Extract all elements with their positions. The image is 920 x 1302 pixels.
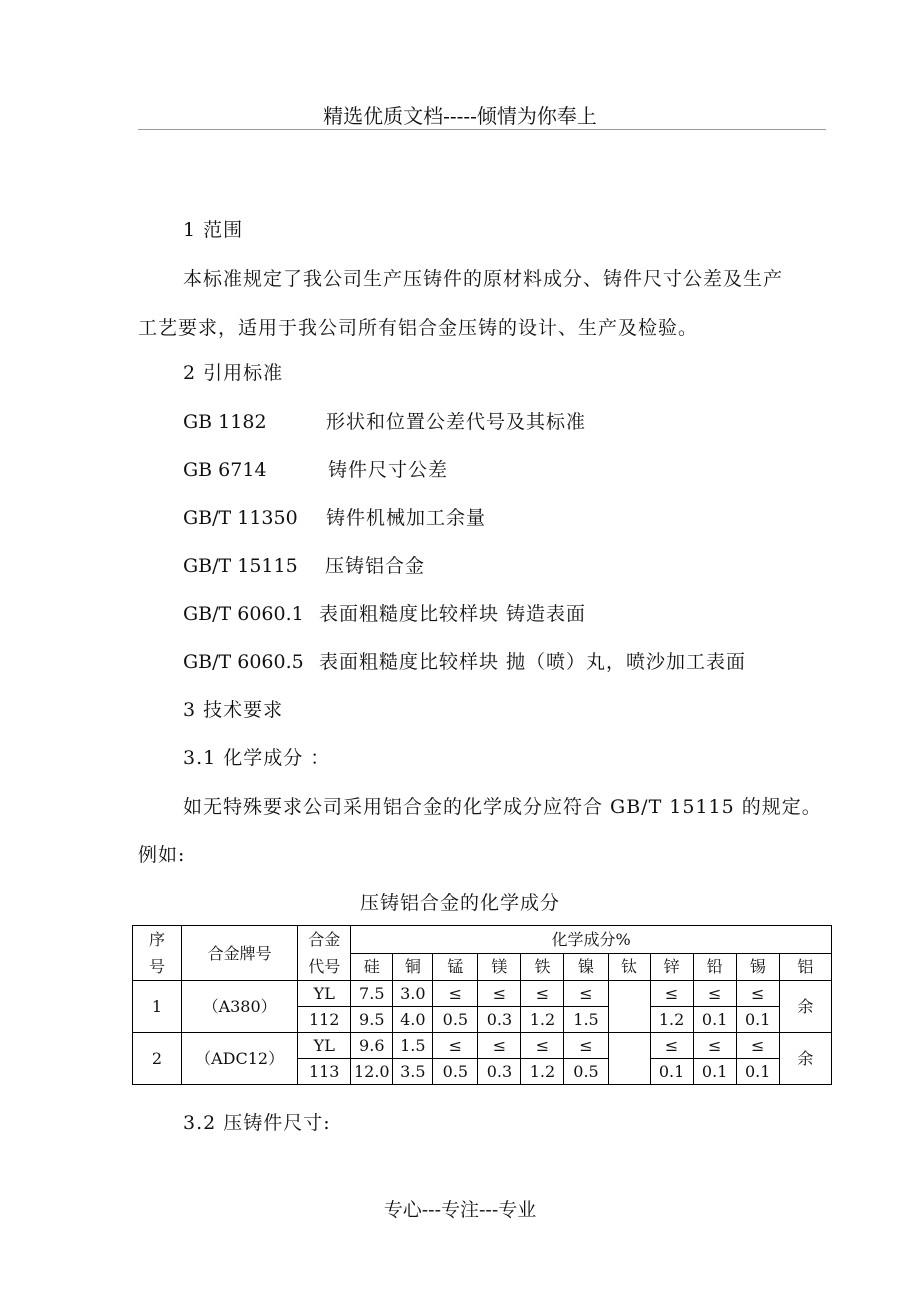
value-cell: 0.5 — [433, 1007, 478, 1033]
standard-title: 表面粗糙度比较样块 抛（喷）丸，喷沙加工表面 — [319, 651, 747, 673]
standard-title: 表面粗糙度比较样块 铸造表面 — [319, 603, 587, 625]
value-cell: 0.1 — [736, 1007, 779, 1033]
row-code-bottom: 113 — [298, 1059, 351, 1085]
section-3-1-title: 3.1 化学成分 ： — [183, 747, 331, 769]
section-1-title: 1 范围 — [183, 219, 244, 241]
value-cell: ≤ — [478, 981, 521, 1007]
section-3-title: 3 技术要求 — [183, 699, 284, 721]
section-3-1-paragraph-line-1: 如无特殊要求公司采用铝合金的化学成分应符合 GB/T 15115 的规定。 — [183, 796, 822, 818]
standard-item — [183, 503, 486, 530]
value-cell: ≤ — [736, 1033, 779, 1059]
value-cell: ≤ — [564, 1033, 608, 1059]
element-cu: 铜 — [393, 953, 433, 981]
standard-code: GB/T 6060.1 — [183, 603, 304, 625]
value-cell: ≤ — [564, 981, 608, 1007]
section-3-2-title: 3.2 压铸件尺寸: — [183, 1112, 331, 1134]
header-code-line-1: 合金 — [308, 930, 341, 949]
value-cell: ≤ — [521, 981, 564, 1007]
value-cell: ≤ — [521, 1033, 564, 1059]
table-caption: 压铸铝合金的化学成分 — [359, 892, 560, 914]
element-zn: 锌 — [650, 953, 693, 981]
value-cell: 0.1 — [693, 1059, 736, 1085]
standard-code: GB 1182 — [183, 411, 267, 433]
element-sn: 锡 — [736, 953, 779, 981]
element-al: 铝 — [779, 953, 831, 981]
header-code-line-2: 代号 — [308, 957, 341, 976]
page-footer: 专心---专注---专业 — [383, 1199, 537, 1221]
section-3-1-paragraph-line-2: 例如: — [138, 844, 186, 866]
standard-title: 压铸铝合金 — [325, 555, 426, 577]
value-cell-ti — [608, 1033, 650, 1085]
row-seq: 1 — [133, 981, 182, 1033]
standard-item — [183, 647, 746, 674]
row-grade: （ADC12） — [182, 1033, 298, 1085]
page-header: 精选优质文档-----倾情为你奉上 — [323, 104, 597, 128]
value-cell-ti — [608, 981, 650, 1033]
row-seq: 2 — [133, 1033, 182, 1085]
element-si: 硅 — [351, 953, 393, 981]
standard-code: GB/T 15115 — [183, 555, 298, 577]
table-header-row — [133, 926, 832, 954]
value-cell: ≤ — [650, 1033, 693, 1059]
value-cell: 0.1 — [650, 1059, 693, 1085]
standard-item — [183, 551, 425, 578]
table-row — [133, 981, 832, 1007]
standard-code: GB/T 6060.5 — [183, 651, 304, 673]
standard-code: GB 6714 — [183, 459, 267, 481]
value-cell: 3.0 — [393, 981, 433, 1007]
header-grade: 合金牌号 — [182, 926, 298, 981]
value-cell: 9.6 — [351, 1033, 393, 1059]
standard-title: 铸件机械加工余量 — [326, 507, 487, 529]
value-cell: 0.1 — [736, 1059, 779, 1085]
section-2-title: 2 引用标准 — [183, 362, 284, 384]
value-cell: 1.2 — [521, 1007, 564, 1033]
row-code-top: YL — [298, 981, 351, 1007]
value-cell: 1.2 — [521, 1059, 564, 1085]
value-cell: 4.0 — [393, 1007, 433, 1033]
header-seq-line-2: 号 — [149, 957, 166, 976]
element-ti: 钛 — [608, 953, 650, 981]
row-grade: （A380） — [182, 981, 298, 1033]
chemical-composition-table — [132, 925, 832, 1085]
element-fe: 铁 — [521, 953, 564, 981]
standard-title: 形状和位置公差代号及其标准 — [326, 411, 587, 433]
standard-item — [183, 407, 586, 434]
value-cell: 0.3 — [478, 1059, 521, 1085]
value-cell: 1.5 — [393, 1033, 433, 1059]
value-cell: ≤ — [736, 981, 779, 1007]
header-rule — [138, 129, 826, 130]
value-cell: ≤ — [478, 1033, 521, 1059]
standard-title: 铸件尺寸公差 — [328, 459, 449, 481]
value-cell: 7.5 — [351, 981, 393, 1007]
value-cell: 0.5 — [433, 1059, 478, 1085]
standard-item — [183, 455, 448, 482]
element-pb: 铅 — [693, 953, 736, 981]
value-cell: ≤ — [650, 981, 693, 1007]
value-cell: ≤ — [433, 1033, 478, 1059]
value-cell: ≤ — [693, 981, 736, 1007]
element-mn: 锰 — [433, 953, 478, 981]
header-code — [298, 926, 351, 981]
row-code-top: YL — [298, 1033, 351, 1059]
value-cell: 9.5 — [351, 1007, 393, 1033]
section-1-paragraph-line-1: 本标准规定了我公司生产压铸件的原材料成分、铸件尺寸公差及生产 — [183, 268, 784, 290]
value-cell: 0.1 — [693, 1007, 736, 1033]
value-cell-al: 余 — [779, 981, 831, 1033]
section-1-paragraph-line-2: 工艺要求，适用于我公司所有铝合金压铸的设计、生产及检验。 — [138, 317, 699, 339]
row-code-bottom: 112 — [298, 1007, 351, 1033]
value-cell: 0.5 — [564, 1059, 608, 1085]
value-cell-al: 余 — [779, 1033, 831, 1085]
standard-code: GB/T 11350 — [183, 507, 298, 529]
standard-item — [183, 599, 586, 626]
value-cell: 12.0 — [351, 1059, 393, 1085]
value-cell: ≤ — [433, 981, 478, 1007]
value-cell: 1.5 — [564, 1007, 608, 1033]
value-cell: 0.3 — [478, 1007, 521, 1033]
element-ni: 镍 — [564, 953, 608, 981]
header-seq — [133, 926, 182, 981]
value-cell: 3.5 — [393, 1059, 433, 1085]
table-row — [133, 1033, 832, 1059]
header-seq-line-1: 序 — [149, 930, 166, 949]
value-cell: 1.2 — [650, 1007, 693, 1033]
header-composition: 化学成分% — [351, 926, 832, 954]
element-mg: 镁 — [478, 953, 521, 981]
value-cell: ≤ — [693, 1033, 736, 1059]
